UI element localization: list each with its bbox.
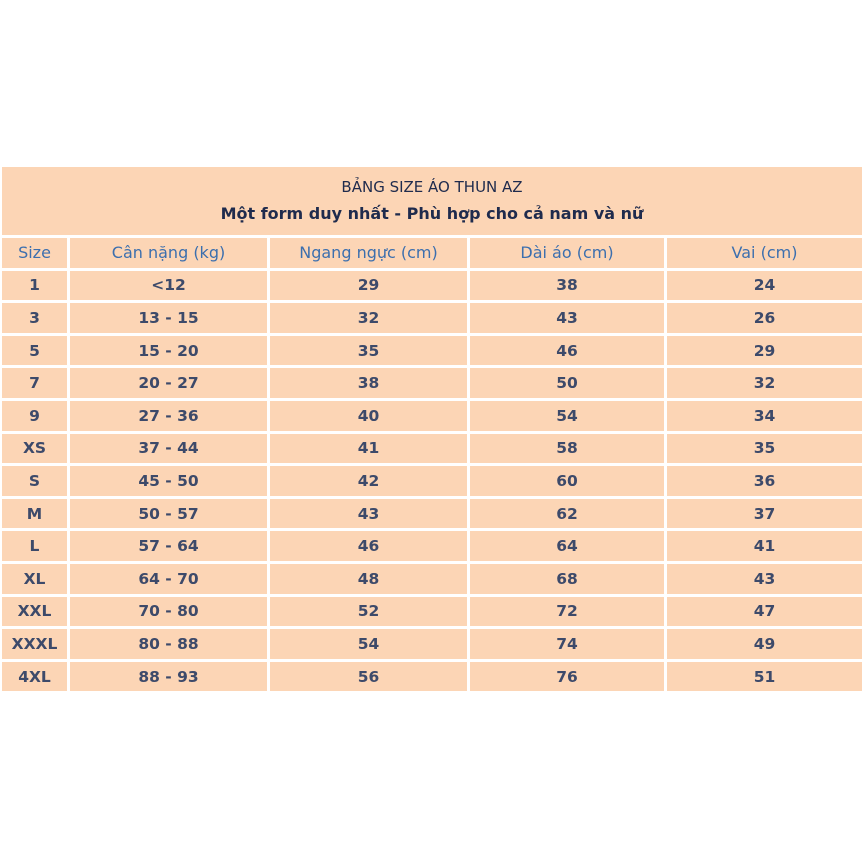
table-cell: 48 <box>270 564 470 597</box>
table-cell: 43 <box>270 499 470 532</box>
size-table <box>2 238 862 691</box>
table-cell: 37 <box>667 499 862 532</box>
table-cell: 64 - 70 <box>70 564 270 597</box>
table-cell: 38 <box>270 368 470 401</box>
table-cell: 7 <box>2 368 70 401</box>
table-row <box>2 564 862 597</box>
column-header: Cân nặng (kg) <box>70 238 270 271</box>
table-row <box>2 336 862 369</box>
table-row <box>2 271 862 304</box>
table-row <box>2 629 862 662</box>
column-header: Dài áo (cm) <box>470 238 667 271</box>
table-cell: 52 <box>270 597 470 630</box>
table-cell: XXXL <box>2 629 70 662</box>
column-header: Ngang ngực (cm) <box>270 238 470 271</box>
table-cell: 35 <box>270 336 470 369</box>
table-cell: 57 - 64 <box>70 531 270 564</box>
table-cell: 46 <box>470 336 667 369</box>
table-cell: 60 <box>470 466 667 499</box>
table-cell: 46 <box>270 531 470 564</box>
table-cell: 68 <box>470 564 667 597</box>
table-cell: 24 <box>667 271 862 304</box>
table-cell: 20 - 27 <box>70 368 270 401</box>
table-cell: 47 <box>667 597 862 630</box>
size-chart <box>2 167 862 691</box>
table-cell: XXL <box>2 597 70 630</box>
table-cell: 40 <box>270 401 470 434</box>
table-cell: 49 <box>667 629 862 662</box>
table-cell: 26 <box>667 303 862 336</box>
table-cell: 54 <box>470 401 667 434</box>
table-cell: 32 <box>667 368 862 401</box>
table-cell: L <box>2 531 70 564</box>
chart-subtitle: Một form duy nhất - Phù hợp cho cả nam và nữ <box>220 204 644 223</box>
table-cell: 42 <box>270 466 470 499</box>
table-cell: 36 <box>667 466 862 499</box>
table-cell: 58 <box>470 434 667 467</box>
table-cell: 50 <box>470 368 667 401</box>
table-row <box>2 434 862 467</box>
table-row <box>2 531 862 564</box>
column-header: Vai (cm) <box>667 238 862 271</box>
table-cell: 62 <box>470 499 667 532</box>
table-cell: XL <box>2 564 70 597</box>
table-cell: 76 <box>470 662 667 692</box>
table-cell: 43 <box>470 303 667 336</box>
table-row <box>2 499 862 532</box>
table-cell: 51 <box>667 662 862 692</box>
table-cell: S <box>2 466 70 499</box>
table-cell: 54 <box>270 629 470 662</box>
table-row <box>2 597 862 630</box>
table-cell: 43 <box>667 564 862 597</box>
table-cell: 70 - 80 <box>70 597 270 630</box>
table-row <box>2 303 862 336</box>
table-cell: 56 <box>270 662 470 692</box>
column-header: Size <box>2 238 70 271</box>
table-cell: 80 - 88 <box>70 629 270 662</box>
table-cell: 9 <box>2 401 70 434</box>
table-cell: XS <box>2 434 70 467</box>
table-cell: 41 <box>667 531 862 564</box>
title-box <box>2 167 862 235</box>
table-cell: 41 <box>270 434 470 467</box>
table-cell: 64 <box>470 531 667 564</box>
table-cell: 37 - 44 <box>70 434 270 467</box>
table-cell: 35 <box>667 434 862 467</box>
table-cell: 5 <box>2 336 70 369</box>
table-row <box>2 368 862 401</box>
table-cell: 1 <box>2 271 70 304</box>
table-cell: 3 <box>2 303 70 336</box>
chart-title: BẢNG SIZE ÁO THUN AZ <box>341 178 523 196</box>
table-cell: <12 <box>70 271 270 304</box>
header-row <box>2 238 862 271</box>
table-row <box>2 662 862 692</box>
table-cell: 29 <box>667 336 862 369</box>
table-cell: 72 <box>470 597 667 630</box>
table-row <box>2 466 862 499</box>
table-cell: 45 - 50 <box>70 466 270 499</box>
table-cell: 27 - 36 <box>70 401 270 434</box>
table-cell: 4XL <box>2 662 70 692</box>
table-cell: 88 - 93 <box>70 662 270 692</box>
table-cell: 38 <box>470 271 667 304</box>
table-row <box>2 401 862 434</box>
table-cell: 74 <box>470 629 667 662</box>
table-cell: 50 - 57 <box>70 499 270 532</box>
table-cell: 15 - 20 <box>70 336 270 369</box>
table-cell: M <box>2 499 70 532</box>
table-cell: 32 <box>270 303 470 336</box>
table-cell: 34 <box>667 401 862 434</box>
table-cell: 29 <box>270 271 470 304</box>
table-cell: 13 - 15 <box>70 303 270 336</box>
